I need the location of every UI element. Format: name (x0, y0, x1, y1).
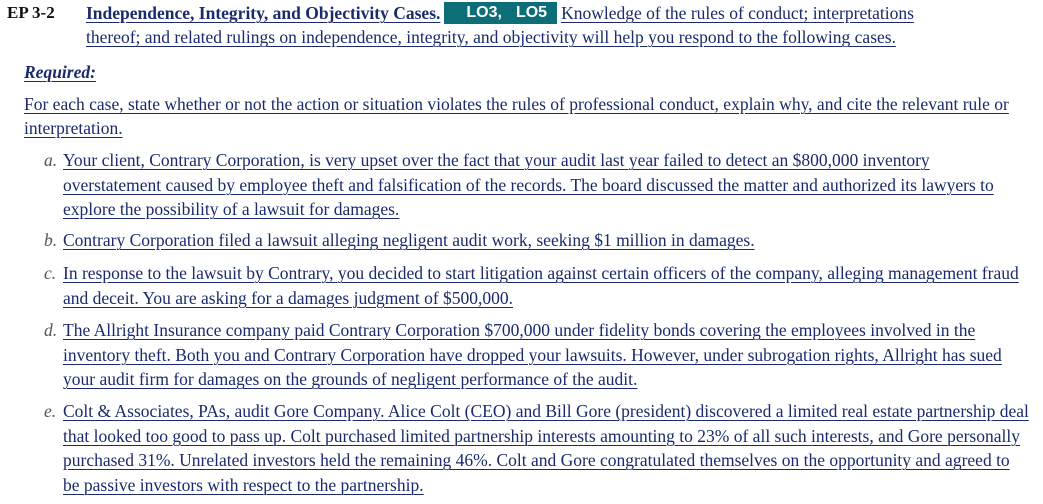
header-line-1 (86, 2, 914, 24)
case-letter: c. (44, 263, 57, 283)
case-e (44, 399, 1029, 497)
lo5-badge[interactable]: LO5 (508, 2, 557, 24)
case-text: Contrary Corporation filed a lawsuit alleging negligent audit work, seeking $1 million in damages. (63, 230, 755, 250)
case-d (44, 318, 1029, 392)
case-letter: d. (44, 320, 58, 340)
case-text: Your client, Contrary Corporation, is very upset over the fact that your audit last year failed to detect an $800,000 inventory overstatement caused by employee theft and falsification of the records. The board discussed the matter and authorized its lawyers to explore the possibility of a lawsuit for damages. (63, 150, 994, 219)
exercise-number: EP 3-2 (7, 3, 55, 22)
case-text: The Allright Insurance company paid Contrary Corporation $700,000 under fidelity bonds covering the employees involved in the inventory theft. Both you and Contrary Corporation have dropped your lawsuits. However, under subrogation rights, Allright has sued your audit firm for damages on the grounds of negligent performance of the audit. (63, 320, 1002, 389)
case-text: In response to the lawsuit by Contrary, you decided to start litigation against certain officers of the company, alleging management fraud and deceit. You are asking for a damages judgment of $500,000. (63, 263, 1019, 308)
case-letter: a. (44, 150, 58, 170)
exercise-title: Independence, Integrity, and Objectivity Cases. (86, 3, 441, 23)
case-a (44, 148, 1029, 222)
intro-text-2: thereof; and related rulings on independence, integrity, and objectivity will help you respond to the following cases. (86, 27, 896, 47)
case-text: Colt & Associates, PAs, audit Gore Company. Alice Colt (CEO) and Bill Gore (president) discovered a limited real estate partnership deal that looked too good to pass up. Colt purchased limited partnership interests amounting to 23% of all such interests, and Gore personally purchased 31%. Unrelated investors held the remaining 46%. Colt and Gore congratulated themselves on the opportunity and agreed to be passive investors with respect to the partnership. (63, 401, 1029, 495)
case-b (44, 228, 1029, 253)
case-letter: e. (44, 401, 57, 421)
intro-text-1: Knowledge of the rules of conduct; interpretations (561, 3, 914, 23)
exercise-header (0, 0, 1043, 52)
case-letter: b. (44, 230, 58, 250)
case-c (44, 261, 1029, 310)
required-label: Required: (24, 62, 96, 82)
lo3-badge[interactable]: LO3, (444, 2, 508, 24)
instructions-text: For each case, state whether or not the action or situation violates the rules of professional conduct, explain why, and cite the relevant rule or interpretation. (24, 94, 1009, 138)
